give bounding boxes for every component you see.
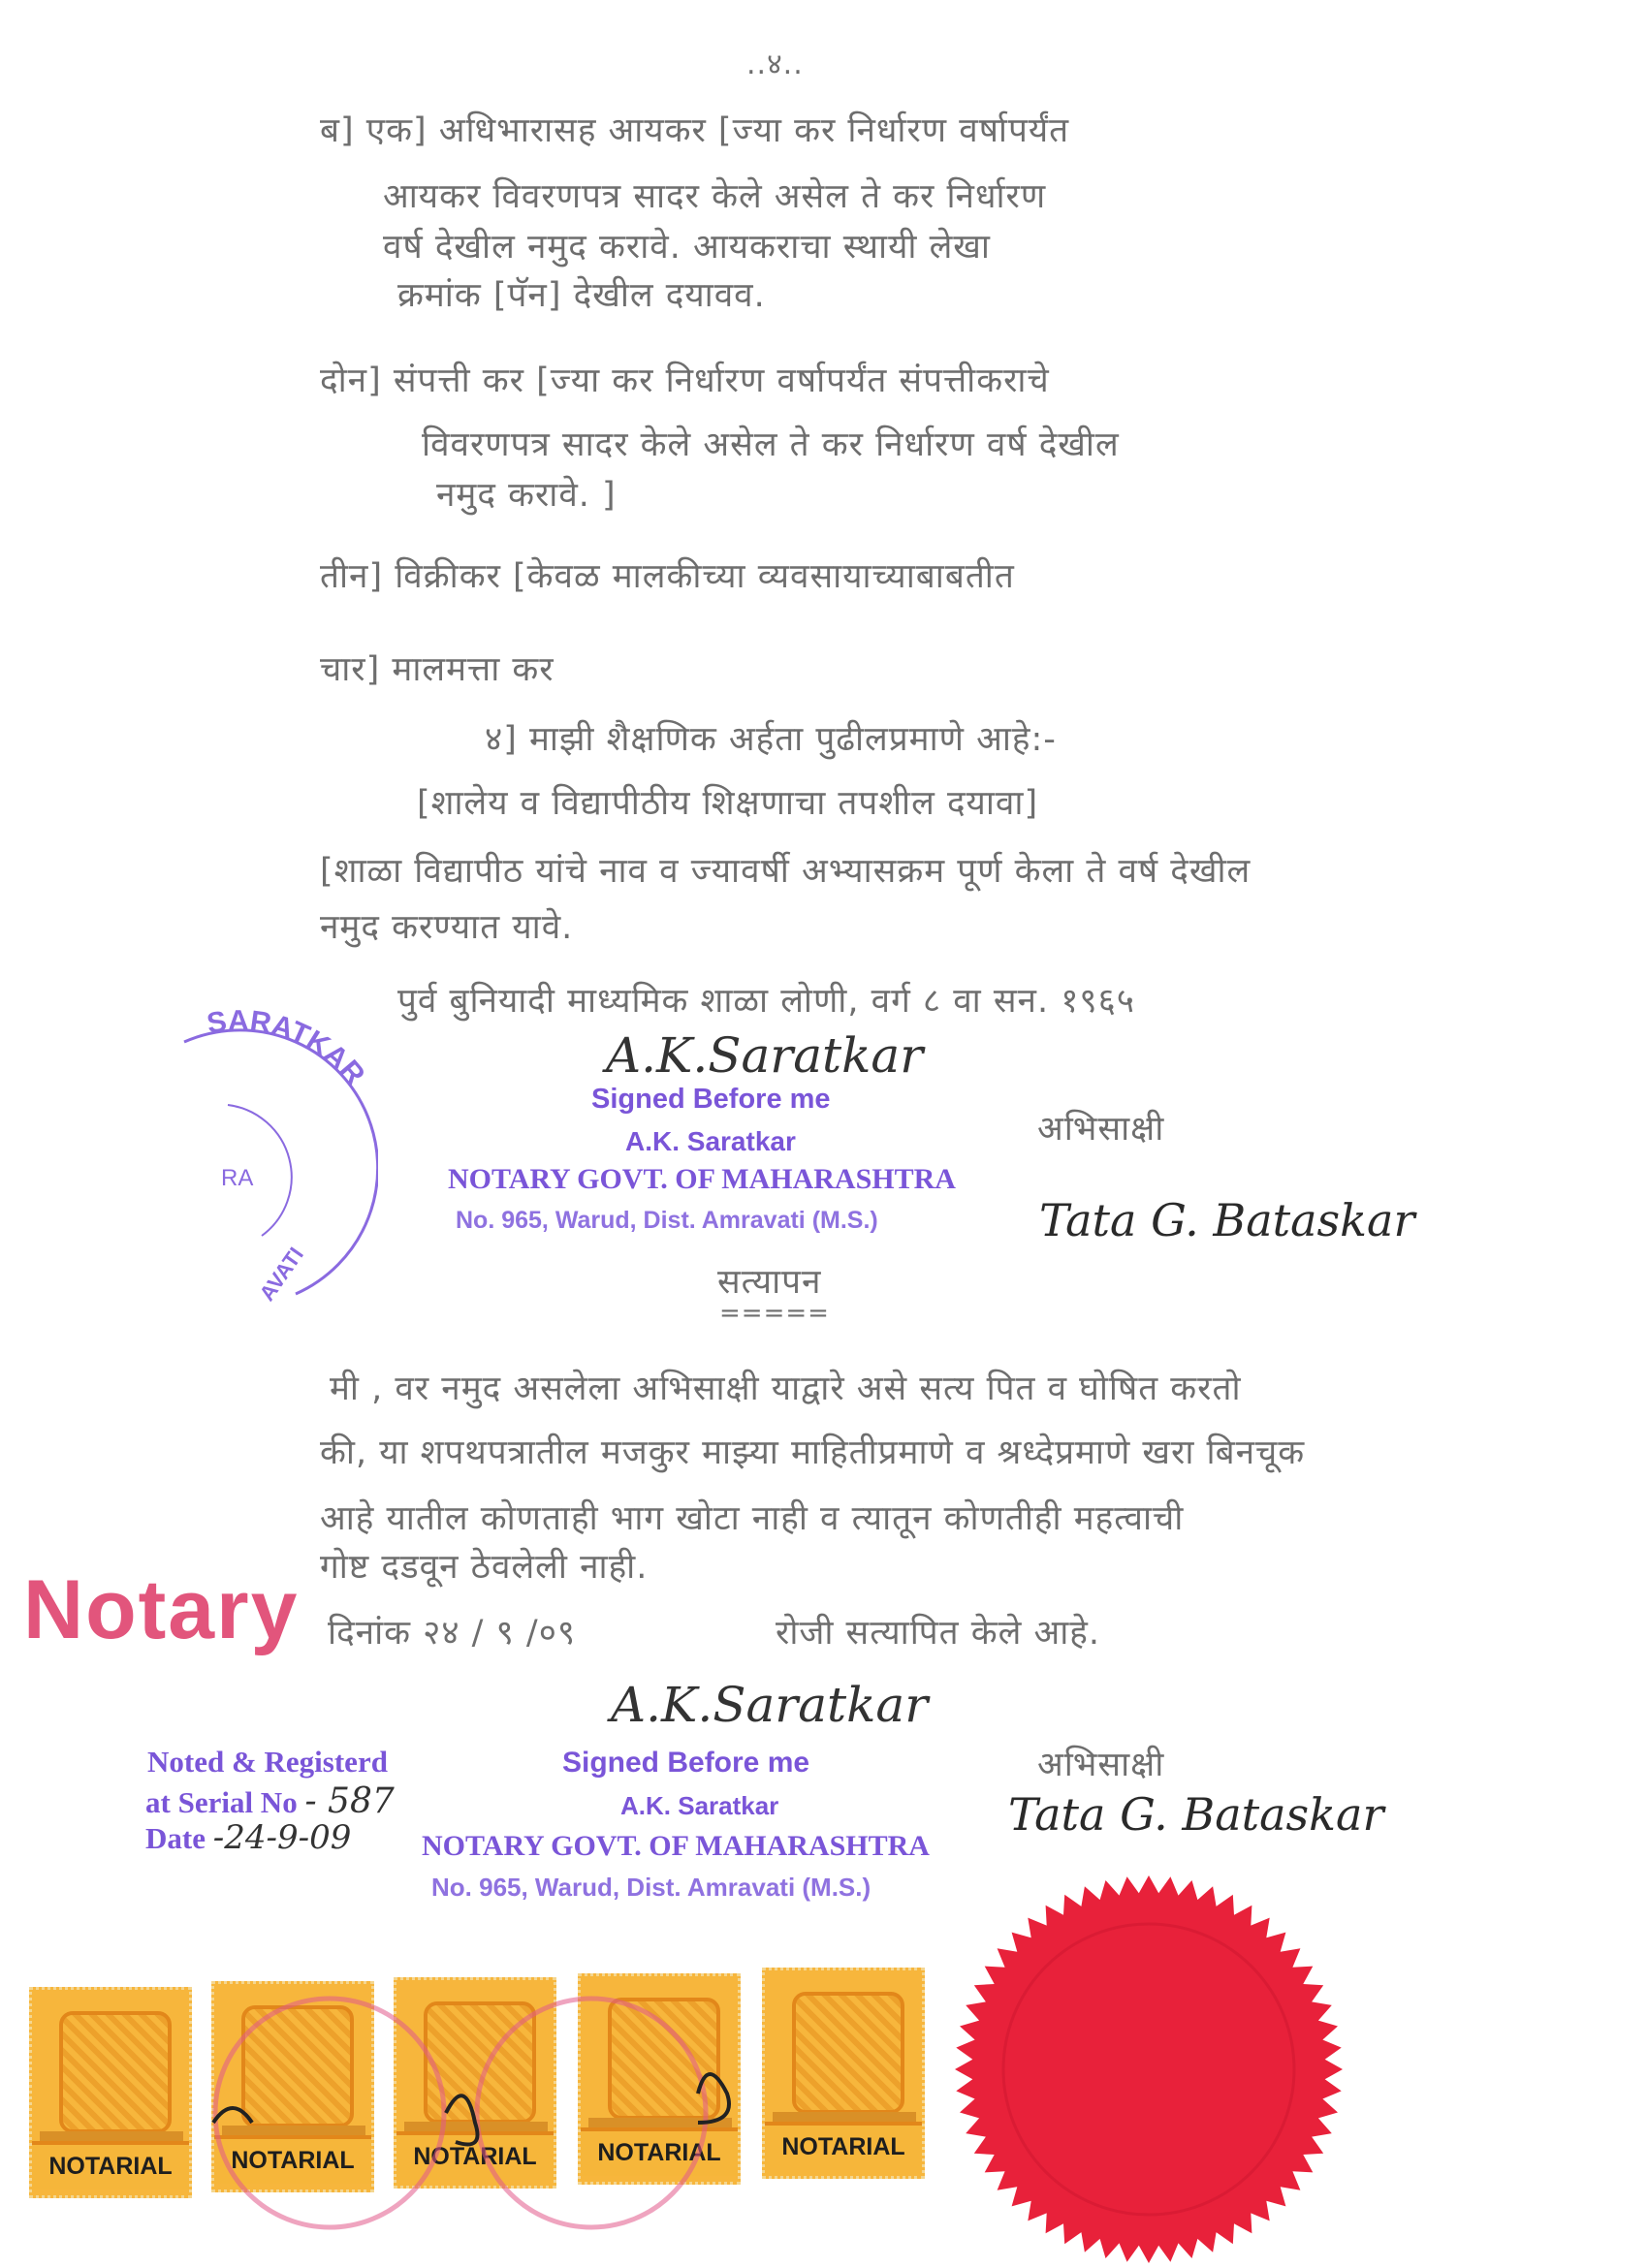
deponent-signature: Tata G. Bataskar [1039, 1194, 1415, 1246]
body-line: सत्यापन [717, 1263, 822, 1302]
notary-signature: A.K.Saratkar [606, 1027, 924, 1084]
body-line: की, या शपथपत्रातील मजकुर माझ्या माहितीप्रमाणे व श्रध्देप्रमाणे खरा बिनचूक [320, 1433, 1306, 1472]
body-line: तीन] विक्रीकर [केवळ मालकीच्या व्यवसायाच्याबाबतीत [320, 557, 1015, 596]
body-line: ४] माझी शैक्षणिक अर्हता पुढीलप्रमाणे आहे:- [485, 720, 1057, 759]
stamp-notary-name: A.K. Saratkar [620, 1791, 779, 1820]
registration-date-label: Date [145, 1821, 206, 1855]
body-line: [शाळा विद्यापीठ यांचे नाव व ज्यावर्षी अभ्यासक्रम पूर्ण केला ते वर्ष देखील [320, 852, 1252, 891]
round-seal-bottom-text: AVATI [254, 1243, 308, 1306]
notary-signature: A.K.Saratkar [611, 1677, 929, 1733]
body-line: मी , वर नमुद असलेला अभिसाक्षी याद्वारे असे सत्य पित व घोषित करतो [330, 1370, 1242, 1408]
stamp-label: NOTARIAL [581, 2127, 738, 2176]
body-line: आहे यातील कोणताही भाग खोटा नाही व त्यातून कोणतीही महत्वाची [320, 1499, 1185, 1538]
stamp-signed-before-me: Signed Before me [591, 1084, 831, 1115]
registration-line3 [145, 1818, 351, 1857]
registration-line2 [145, 1781, 395, 1821]
body-line: रोजी सत्यापित केले आहे. [776, 1614, 1100, 1653]
stamp-notary-name: A.K. Saratkar [625, 1126, 796, 1156]
stamp-label: NOTARIAL [396, 2131, 554, 2180]
stamp-notary-address: No. 965, Warud, Dist. Amravati (M.S.) [431, 1873, 872, 1902]
round-seal-center-text: RA [221, 1165, 254, 1191]
stamp-label: NOTARIAL [214, 2135, 371, 2184]
page-number: ..४.. [746, 47, 804, 81]
deponent-signature: Tata G. Bataskar [1008, 1788, 1384, 1841]
body-line: [शालेय व विद्यापीठीय शिक्षणाचा तपशील दयावा] [417, 784, 1039, 823]
registration-date: -24-9-09 [212, 1818, 352, 1857]
stamp-signed-before-me: Signed Before me [562, 1747, 810, 1779]
body-line: पुर्व बुनियादी माध्यमिक शाळा लोणी, वर्ग ८ वा सन. १९६५ [397, 982, 1136, 1021]
registration-serial-label: at Serial No [145, 1785, 298, 1819]
body-line: वर्ष देखील नमुद करावे. आयकराचा स्थायी लेखा [383, 228, 991, 267]
body-line: दोन] संपत्ती कर [ज्या कर निर्धारण वर्षापर्यंत संपत्तीकराचे [320, 362, 1050, 400]
round-seal-text: SARATKAR [205, 1004, 371, 1091]
stamp-label: NOTARIAL [32, 2141, 189, 2189]
cancellation-marks [155, 1977, 853, 2258]
stamp-notary-address: No. 965, Warud, Dist. Amravati (M.S.) [456, 1207, 878, 1234]
body-line: ब] एक] अधिभारासह आयकर [ज्या कर निर्धारण वर्षापर्यंत [320, 111, 1070, 150]
registration-serial: - 587 [304, 1781, 395, 1821]
body-line: नमुद करण्यात यावे. [320, 908, 574, 947]
svg-text:SARATKAR [205, 1005, 371, 1091]
round-notary-seal [145, 1003, 378, 1323]
wax-seal [945, 1875, 1352, 2263]
body-line: ===== [719, 1299, 830, 1328]
body-line: गोष्ट दडवून ठेवलेली नाही. [320, 1548, 649, 1587]
body-line: अभिसाक्षी [1037, 1746, 1165, 1784]
stamp-notary-govt: NOTARY GOVT. OF MAHARASHTRA [422, 1830, 930, 1862]
registration-line1: Noted & Registerd [147, 1745, 388, 1779]
body-line: आयकर विवरणपत्र सादर केले असेल ते कर निर्धारण [383, 177, 1047, 216]
body-line: दिनांक २४ / ९ /०९ [328, 1614, 577, 1653]
notary-label: Notary [23, 1563, 300, 1656]
body-line: क्रमांक [पॅन] देखील दयावव. [397, 276, 766, 315]
body-line: अभिसाक्षी [1037, 1110, 1165, 1149]
body-line: नमुद करावे. ] [436, 476, 617, 515]
body-line: चार] मालमत्ता कर [320, 650, 555, 689]
stamp-notary-govt: NOTARY GOVT. OF MAHARASHTRA [448, 1163, 956, 1195]
stamp-label: NOTARIAL [765, 2122, 922, 2170]
body-line: विवरणपत्र सादर केले असेल ते कर निर्धारण वर्ष देखील [422, 425, 1120, 464]
